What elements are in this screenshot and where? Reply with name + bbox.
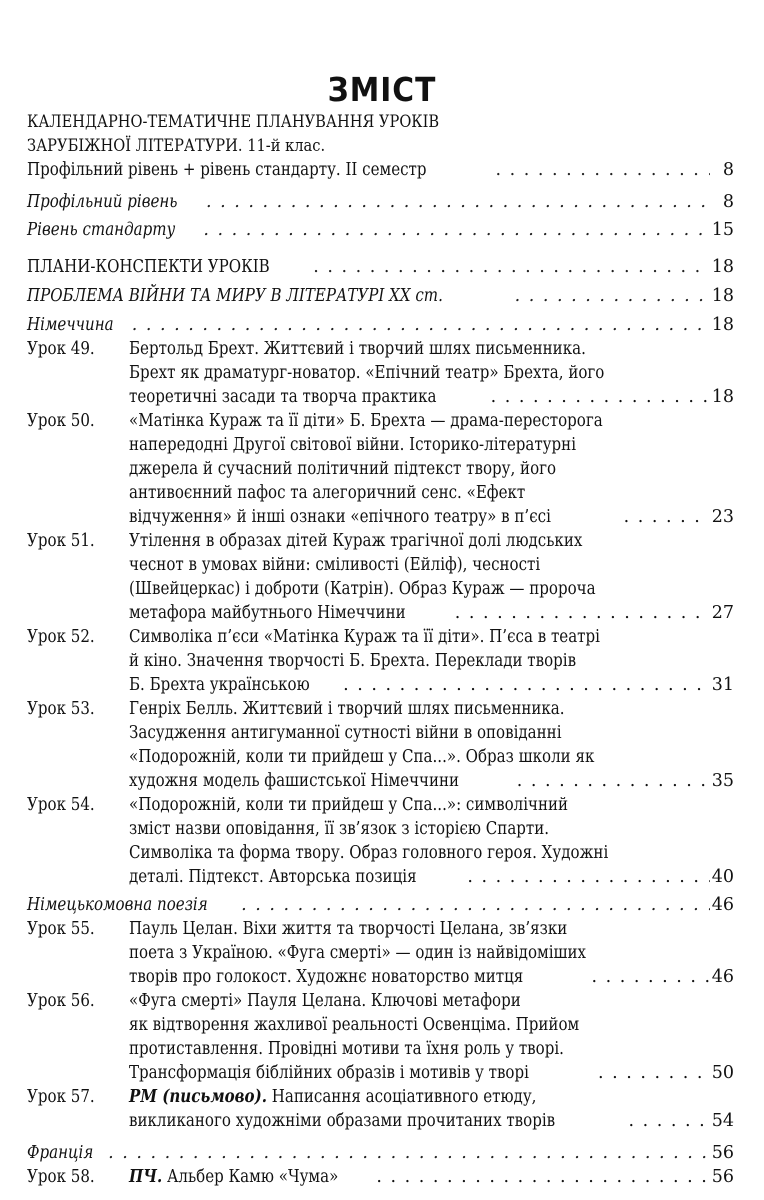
leader-dots [132, 313, 710, 337]
toc-subsection-france[interactable]: Франція . . . 56 [27, 1141, 734, 1165]
page-number: 23 [711, 507, 734, 527]
page-number: 35 [711, 771, 734, 791]
leader-dots [467, 865, 709, 889]
leader-dots [376, 1165, 709, 1189]
lesson-type-label: РМ (письмово). [129, 1087, 267, 1107]
toc-subsection-germany[interactable]: Німеччина . . . 18 [27, 313, 734, 337]
leader-dots [491, 385, 710, 409]
page-number: 27 [711, 603, 734, 623]
page-number: 46 [711, 895, 734, 915]
page-number: 18 [711, 315, 734, 335]
table-of-contents-page: ЗМІСТ КАЛЕНДАРНО-ТЕМАТИЧНЕ ПЛАНУВАННЯ УРОКІВ ЗАРУБІЖНОЇ ЛІТЕРАТУРИ. 11-й клас. Профільний рівень + рівень стандарту. II семестр . . . 8 Профільний рівень . . . 8 Рівень стандарту . . . 15 ПЛАНИ-КОНСПЕКТИ УРОКІВ . . . 18 ПРОБЛЕМА ВІЙНИ ТА МИРУ В ЛІТЕРАТУРІ XX ст. . . . 18 Німеччина . . . 18 Урок 49. Бертольд Брехт. Життєвий і творчий шлях письменника. Брехт як драматург-новатор. «Епічний театр» Брехта, його теоретичні засади та творча практика . . . 18 Урок 50. «Матінка Кураж та її діти» Б. Брехта — драма-пересторога напередодні Другої світової війни. Історико-літературні джерела й сучасний політичний підтекст твору, його антивоєнний пафос та алегоричний сенс. «Ефект відчуження» й інші ознаки «епічного театру» в п’єсі . . . 23 Урок 51. Утілення в образах дітей Кураж трагічної долі людських чеснот в умовах війни: сміливості (Ейліф), чесності (Швейцеркас) і доброти (Катрін). Образ Кураж — пророча метафора майбутнього Німеччини . . . 27 Урок 52. Символіка п’єси «Матінка Кураж та її діти». П’єса в театрі й кіно. Значення творчості Б. Брехта. Переклади творів Б. Брехта українською . . . 31 Урок 53. Генріх Белль. Життєвий і творчий шлях письменника. Засудження антигуманної сутності війни в оповіданні «Подорожній, коли ти прийдеш у Спа...». Образ школи як художня модель фашистської Німеччини . . . 35 Урок 54. «Подорожній, коли ти прийдеш у Спа...»: символічний зміст назви оповідання, її зв’язок з історією Спарти. Символіка та форма твору. Образ головного героя. Художні деталі. Підтекст. Авторська позиція . . . 40 Німецькомовна поезія . . . 46 Урок 55. Пауль Целан. Віхи життя та творчості Целана, зв’язки поета з Україною. «Фуга смерті» — один із найвідоміших творів про голокост. Художнє новаторство митця . . . 46 Урок 56. «Фуга смерті» Пауля Целана. Ключові метафори як відтворення жахливої реальності Освенціма. Прийом протиставлення. Провідні мотиви та їхня роль у творі. Трансформація біблійних образів і мотивів у творі . . . 50 Урок 57. РМ (письмово). Написання асоціативного етюду, викликаного художніми образами прочитаних творів . . . 54 Франція . . . 56 Урок 58. ПЧ. Альбер Камю «Чума» . . . 56 [0, 0, 764, 1200]
leader-dots [591, 965, 709, 989]
leader-dots [241, 893, 710, 917]
leader-dots [515, 284, 710, 308]
leader-dots [108, 1141, 710, 1165]
page-number: 56 [711, 1143, 734, 1163]
toc-section-plans[interactable]: ПЛАНИ-КОНСПЕКТИ УРОКІВ . . . 18 [27, 255, 734, 279]
leader-dots [203, 218, 709, 242]
leader-dots [496, 158, 710, 182]
leader-dots [343, 673, 710, 697]
leader-dots [629, 1109, 710, 1133]
leader-dots [517, 769, 710, 793]
page-number: 31 [711, 675, 734, 695]
leader-dots [598, 1061, 710, 1085]
toc-section-war-and-peace[interactable]: ПРОБЛЕМА ВІЙНИ ТА МИРУ В ЛІТЕРАТУРІ XX ст. . . . 18 [27, 284, 734, 308]
page-number: 18 [711, 387, 734, 407]
page-title: ЗМІСТ [327, 70, 437, 109]
leader-dots [455, 601, 710, 625]
leader-dots [313, 255, 709, 279]
planning-header-line-2: ЗАРУБІЖНОЇ ЛІТЕРАТУРИ. 11-й клас. [27, 136, 326, 156]
toc-entry[interactable]: Рівень стандарту . . . 15 [27, 218, 734, 242]
page-number: 15 [711, 220, 734, 240]
toc-subsection-german-poetry[interactable]: Німецькомовна поезія . . . 46 [27, 893, 734, 917]
page-number: 8 [722, 160, 734, 180]
page-number: 56 [711, 1167, 734, 1187]
leader-dots [206, 190, 710, 214]
page-number: 50 [711, 1063, 734, 1083]
page-number: 46 [711, 967, 734, 987]
page-number: 40 [711, 867, 734, 887]
toc-entry[interactable]: Профільний рівень . . . 8 [27, 190, 734, 214]
page-number: 18 [711, 286, 734, 306]
planning-header-line-1: КАЛЕНДАРНО-ТЕМАТИЧНЕ ПЛАНУВАННЯ УРОКІВ [27, 112, 440, 132]
page-number: 18 [711, 257, 734, 277]
page-number: 8 [722, 192, 734, 212]
lesson-type-label: ПЧ. [129, 1167, 163, 1187]
page-number: 54 [711, 1111, 734, 1131]
toc-entry[interactable]: Профільний рівень + рівень стандарту. II семестр . . . 8 [27, 158, 734, 182]
leader-dots [624, 505, 710, 529]
